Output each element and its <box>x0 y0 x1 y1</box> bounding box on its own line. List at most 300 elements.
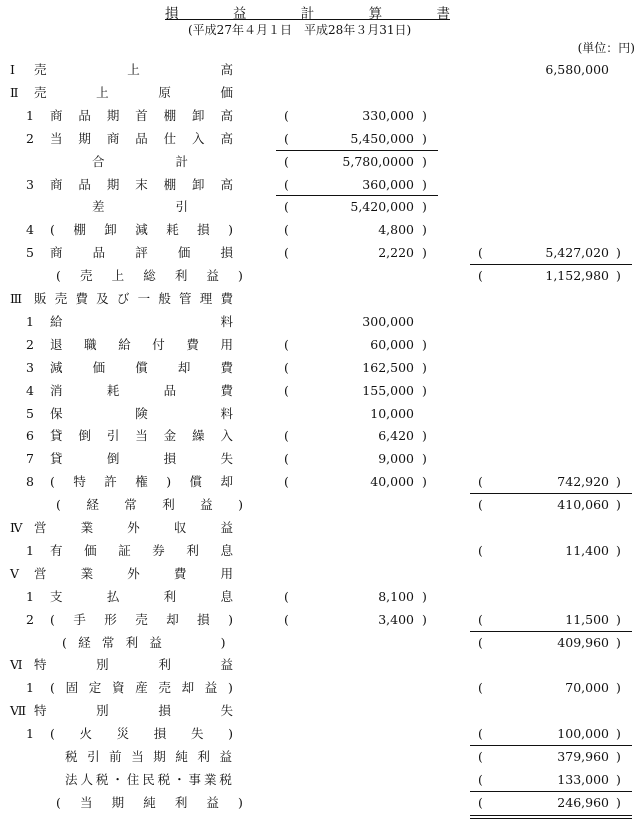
sum-rule <box>276 195 438 196</box>
row-number: 1 <box>26 588 34 604</box>
label-char: 卸 <box>104 222 117 238</box>
label-char: 売 <box>54 291 68 306</box>
label-char: 利 <box>186 542 199 558</box>
label-char: 減 <box>135 222 148 238</box>
label-char: 業 <box>80 520 94 535</box>
row-label <box>65 772 232 788</box>
label-char: 売 <box>34 62 47 77</box>
title-char: 計 <box>300 6 315 22</box>
label-char: ・ <box>111 771 124 787</box>
row-label <box>50 222 233 238</box>
label-char: 益 <box>206 268 219 284</box>
table-row <box>0 335 643 355</box>
label-char: 耗 <box>106 382 120 398</box>
table-row <box>0 312 643 332</box>
label-char: 損 <box>153 726 167 742</box>
row-label <box>50 131 233 147</box>
row-number: 3 <box>26 359 34 375</box>
row-number: 4 <box>26 382 34 398</box>
paren-close: ) <box>422 336 427 352</box>
label-char: 利 <box>197 749 210 764</box>
label-char: 評 <box>135 245 148 261</box>
detail-amount: 10,000 <box>370 405 414 421</box>
label-char: ) <box>238 497 243 513</box>
label-char: 失 <box>190 726 204 742</box>
label-char: 失 <box>220 451 233 467</box>
title-char: 書 <box>436 6 450 22</box>
paren-close: ) <box>422 382 427 398</box>
detail-amount: 2,220 <box>378 245 414 261</box>
row-label <box>34 291 233 307</box>
total-amount: 133,000 <box>557 771 609 787</box>
label-char: 経 <box>86 497 99 513</box>
total-amount: 11,500 <box>565 611 609 627</box>
row-label <box>50 177 233 193</box>
paren-close: ) <box>616 726 621 742</box>
row-label <box>50 589 233 605</box>
row-label <box>50 428 233 444</box>
label-char: 価 <box>92 359 106 375</box>
label-char: 別 <box>96 703 109 719</box>
label-char: 別 <box>96 657 109 673</box>
label-char: 業 <box>80 565 94 581</box>
label-char: 固 <box>65 680 79 696</box>
total-amount: 742,920 <box>557 474 609 490</box>
label-char: 品 <box>92 245 106 261</box>
paren-open: ( <box>284 245 289 261</box>
label-char: 税 <box>95 771 109 787</box>
table-row <box>0 472 643 492</box>
label-char: 首 <box>135 107 148 123</box>
label-char: 常 <box>124 497 137 513</box>
table-row <box>0 610 643 630</box>
total-amount: 246,960 <box>557 794 609 810</box>
paren-close: ) <box>422 428 427 444</box>
paren-close: ) <box>422 153 427 169</box>
label-char: 料 <box>220 313 233 329</box>
table-row <box>0 152 643 172</box>
paren-close: ) <box>422 107 427 123</box>
label-char: 卸 <box>192 176 205 192</box>
row-label <box>50 680 233 696</box>
detail-amount: 5,780,0000 <box>342 153 414 169</box>
label-char: 売 <box>34 84 47 100</box>
label-char: 棚 <box>73 222 86 238</box>
label-char: 事 <box>188 771 202 787</box>
label-char: 差 <box>92 199 105 215</box>
label-char: 却 <box>181 680 195 696</box>
label-char: ( <box>56 794 61 810</box>
row-number: 4 <box>26 222 34 238</box>
table-row <box>0 358 643 378</box>
title-char: 益 <box>232 6 247 22</box>
paren-open: ( <box>284 130 289 146</box>
label-char: ( <box>50 474 55 490</box>
total-amount: 379,960 <box>557 749 609 764</box>
paren-open: ( <box>284 359 289 375</box>
label-char: 品 <box>163 382 177 398</box>
label-char: 高 <box>220 62 233 77</box>
label-char: 上 <box>96 84 109 100</box>
paren-close: ) <box>616 611 621 627</box>
label-char: 用 <box>220 336 233 352</box>
label-char: 償 <box>189 474 203 490</box>
paren-open: ( <box>284 588 289 604</box>
row-label <box>92 154 188 170</box>
paren-open: ( <box>284 176 289 192</box>
row-number: 8 <box>26 474 34 490</box>
detail-amount: 360,000 <box>362 176 414 192</box>
label-char: 原 <box>158 84 171 100</box>
label-char: 高 <box>220 107 233 123</box>
total-amount: 409,960 <box>557 634 609 650</box>
label-char: 利 <box>163 588 177 604</box>
label-char: 上 <box>127 62 140 77</box>
sum-rule <box>470 745 632 746</box>
paren-open: ( <box>478 749 483 764</box>
table-row <box>0 724 643 744</box>
label-char: 特 <box>73 474 86 490</box>
label-char: 末 <box>135 176 148 192</box>
total-amount: 70,000 <box>565 680 609 696</box>
table-row <box>0 770 643 790</box>
label-char: 利 <box>174 268 188 284</box>
table-row <box>0 197 643 217</box>
detail-amount: 40,000 <box>370 474 414 490</box>
label-char: 資 <box>111 680 125 696</box>
row-number: 7 <box>26 451 34 467</box>
paren-close: ) <box>422 130 427 146</box>
paren-open: ( <box>478 474 483 490</box>
unit-label: (単位：円) <box>577 41 635 55</box>
row-label <box>50 474 233 490</box>
label-char: 期 <box>106 107 120 123</box>
paren-close: ) <box>422 588 427 604</box>
label-char: 災 <box>116 726 130 742</box>
label-char: 営 <box>34 565 47 581</box>
label-char: 息 <box>220 588 233 604</box>
label-char: 証 <box>118 542 131 558</box>
detail-amount: 300,000 <box>362 313 414 329</box>
paren-open: ( <box>284 153 289 169</box>
label-char: 産 <box>135 680 148 696</box>
label-char: 金 <box>163 428 177 444</box>
label-char: 繰 <box>192 428 205 444</box>
paren-open: ( <box>478 268 483 284</box>
row-label <box>50 314 233 330</box>
label-char: ( <box>56 268 61 284</box>
label-char: 住 <box>126 771 140 787</box>
paren-open: ( <box>284 382 289 398</box>
label-char: 期 <box>78 130 91 146</box>
label-char: 収 <box>173 520 187 535</box>
label-char: 保 <box>50 405 63 421</box>
label-char: 費 <box>75 291 88 306</box>
label-char: 失 <box>220 703 233 719</box>
table-row <box>0 495 643 515</box>
row-number: 2 <box>26 130 34 146</box>
sum-rule <box>470 493 632 494</box>
table-row <box>0 106 643 126</box>
statement-period: (平成27年４月１日 平成28年３月31日) <box>188 23 412 37</box>
paren-close: ) <box>422 222 427 238</box>
label-char: 期 <box>111 794 125 810</box>
label-char: 一 <box>137 291 151 306</box>
label-char: 当 <box>79 794 93 810</box>
label-char: 仕 <box>163 130 177 146</box>
label-char: 退 <box>50 336 63 352</box>
label-char: 却 <box>166 611 179 627</box>
label-char: 益 <box>204 680 218 696</box>
label-char: 消 <box>50 382 63 398</box>
label-char: ) <box>228 611 233 627</box>
label-char: 有 <box>50 542 63 558</box>
label-char: 用 <box>220 565 233 581</box>
paren-close: ) <box>422 451 427 467</box>
row-number: Ⅰ <box>10 62 15 77</box>
label-char: 費 <box>220 291 233 306</box>
total-amount: 100,000 <box>557 726 609 742</box>
title-underline <box>165 19 450 20</box>
row-label <box>34 62 233 78</box>
label-char: 耗 <box>166 222 179 238</box>
row-label <box>50 726 233 742</box>
label-char: 職 <box>84 336 97 352</box>
label-char: 税 <box>219 771 232 787</box>
label-char: 税 <box>157 771 171 787</box>
table-row <box>0 243 643 263</box>
table-row <box>0 426 643 446</box>
label-char: 特 <box>34 703 47 719</box>
label-char: 損 <box>197 611 210 627</box>
row-number: 2 <box>26 336 34 352</box>
label-char: 売 <box>79 268 93 284</box>
label-char: 高 <box>220 130 233 146</box>
label-char: 売 <box>158 680 171 696</box>
label-char: 民 <box>142 771 155 787</box>
label-char: 業 <box>203 771 217 787</box>
paren-close: ) <box>616 268 621 284</box>
label-char: 給 <box>118 336 131 352</box>
label-char: 手 <box>73 611 86 627</box>
paren-open: ( <box>284 428 289 444</box>
label-char: 険 <box>135 405 148 421</box>
label-char: 売 <box>135 611 148 627</box>
table-row <box>0 404 643 424</box>
row-number: Ⅴ <box>10 565 20 581</box>
label-char: 品 <box>78 107 91 123</box>
label-char: 入 <box>192 130 205 146</box>
row-label <box>56 268 243 284</box>
label-char: 益 <box>206 794 219 810</box>
sum-rule <box>276 150 438 151</box>
final-double-rule <box>470 818 632 819</box>
total-amount: 1,152,980 <box>545 268 609 284</box>
detail-amount: 9,000 <box>378 451 414 467</box>
label-char: ( <box>50 222 55 238</box>
row-number: 6 <box>26 428 34 444</box>
label-char: 販 <box>34 291 47 306</box>
label-char: 商 <box>50 245 63 261</box>
label-char: ( <box>50 726 55 742</box>
row-label: (経常利益 ) <box>62 634 237 650</box>
label-char: 特 <box>34 657 47 673</box>
label-char: 期 <box>153 749 166 764</box>
row-label <box>50 451 233 467</box>
label-char: 費 <box>173 565 187 581</box>
label-char: 支 <box>50 588 63 604</box>
paren-close: ) <box>616 245 621 261</box>
sum-rule <box>470 631 632 632</box>
label-char: ) <box>166 474 172 490</box>
label-char: 払 <box>106 588 120 604</box>
detail-amount: 3,400 <box>378 611 414 627</box>
row-label <box>50 108 233 124</box>
label-char: び <box>116 291 130 306</box>
table-row <box>0 83 643 103</box>
label-char: 損 <box>163 451 177 467</box>
row-number: 5 <box>26 405 34 421</box>
label-char: 費 <box>220 382 233 398</box>
paren-close: ) <box>422 176 427 192</box>
label-char: 費 <box>186 336 199 352</box>
table-row <box>0 449 643 469</box>
label-char: 利 <box>158 657 171 673</box>
label-char: 損 <box>197 222 210 238</box>
paren-close: ) <box>422 474 427 490</box>
label-char: 入 <box>220 428 233 444</box>
label-char: 許 <box>104 474 117 490</box>
row-number: Ⅵ <box>10 657 23 673</box>
table-row <box>0 587 643 607</box>
label-char: 卸 <box>192 107 205 123</box>
label-char: 及 <box>96 291 109 306</box>
table-row <box>0 747 643 767</box>
table-row <box>0 129 643 149</box>
paren-open: ( <box>478 611 483 627</box>
label-char: 付 <box>152 336 165 352</box>
paren-open: ( <box>478 245 483 261</box>
table-row <box>0 633 643 653</box>
table-row <box>0 518 643 538</box>
label-char: 当 <box>135 428 148 444</box>
table-row <box>0 541 643 561</box>
title-char: 算 <box>368 6 383 22</box>
paren-close: ) <box>422 611 427 627</box>
total-amount: 6,580,000 <box>545 62 609 77</box>
label-char: 理 <box>199 291 213 306</box>
sum-rule <box>470 791 632 792</box>
table-row <box>0 678 643 698</box>
label-char: ・ <box>173 771 186 787</box>
label-char: 価 <box>220 84 233 100</box>
row-label <box>50 383 233 399</box>
label-char: 当 <box>50 130 63 146</box>
label-char: ) <box>238 794 243 810</box>
label-char: ) <box>238 268 243 284</box>
sum-rule <box>470 264 632 265</box>
label-char: 営 <box>34 520 47 535</box>
paren-open: ( <box>284 222 289 238</box>
paren-close: ) <box>616 542 621 558</box>
row-number: 1 <box>26 542 34 558</box>
row-number: Ⅲ <box>10 291 23 306</box>
label-char: 価 <box>177 245 191 261</box>
label-char: 品 <box>78 176 91 192</box>
label-char: ) <box>228 222 233 238</box>
table-row <box>0 793 643 813</box>
detail-amount: 60,000 <box>370 336 414 352</box>
label-char: 形 <box>104 611 117 627</box>
label-char: 棚 <box>163 176 177 192</box>
label-char: 益 <box>200 497 213 513</box>
detail-amount: 162,500 <box>362 359 414 375</box>
label-char: 前 <box>109 749 122 764</box>
label-char: 給 <box>50 313 63 329</box>
row-number: Ⅱ <box>10 84 19 100</box>
row-label <box>92 199 188 215</box>
paren-open: ( <box>284 107 289 123</box>
label-char: 高 <box>220 176 233 192</box>
label-char: 料 <box>220 405 233 421</box>
label-char: 却 <box>177 359 191 375</box>
row-number: 3 <box>26 176 34 192</box>
paren-close: ) <box>616 474 621 490</box>
paren-close: ) <box>422 199 427 215</box>
paren-open: ( <box>284 336 289 352</box>
label-char: 総 <box>143 268 156 284</box>
paren-open: ( <box>478 634 483 650</box>
label-char: 合 <box>92 153 105 169</box>
label-char: 却 <box>220 474 233 490</box>
label-char: 計 <box>175 153 188 169</box>
paren-open: ( <box>478 771 483 787</box>
label-char: 純 <box>175 749 188 764</box>
label-char: 引 <box>106 428 120 444</box>
paren-close: ) <box>616 634 621 650</box>
label-char: 価 <box>84 542 97 558</box>
label-char: 商 <box>50 107 63 123</box>
label-char: 費 <box>220 359 233 375</box>
detail-amount: 8,100 <box>378 588 414 604</box>
paren-open: ( <box>478 542 483 558</box>
label-char: 益 <box>220 520 233 535</box>
label-char: 商 <box>50 176 63 192</box>
row-number: 1 <box>26 680 34 696</box>
detail-amount: 5,420,000 <box>350 199 414 215</box>
total-amount: 11,400 <box>565 542 609 558</box>
label-char: 商 <box>106 130 120 146</box>
label-char: 益 <box>219 749 232 764</box>
label-char: 法 <box>65 771 78 787</box>
paren-open: ( <box>284 451 289 467</box>
label-char: 純 <box>143 794 156 810</box>
detail-amount: 5,450,000 <box>350 130 414 146</box>
label-char: 税 <box>65 749 78 764</box>
label-char: 上 <box>111 268 125 284</box>
paren-open: ( <box>478 794 483 810</box>
label-char: 貸 <box>50 451 63 467</box>
paren-open: ( <box>478 680 483 696</box>
table-row <box>0 266 643 286</box>
row-number: 1 <box>26 313 34 329</box>
label-char: 般 <box>158 291 171 306</box>
label-char: 償 <box>135 359 148 375</box>
final-double-rule <box>470 815 632 816</box>
label-char: 利 <box>174 794 188 810</box>
label-char: 券 <box>152 542 165 558</box>
paren-close: ) <box>616 794 621 810</box>
